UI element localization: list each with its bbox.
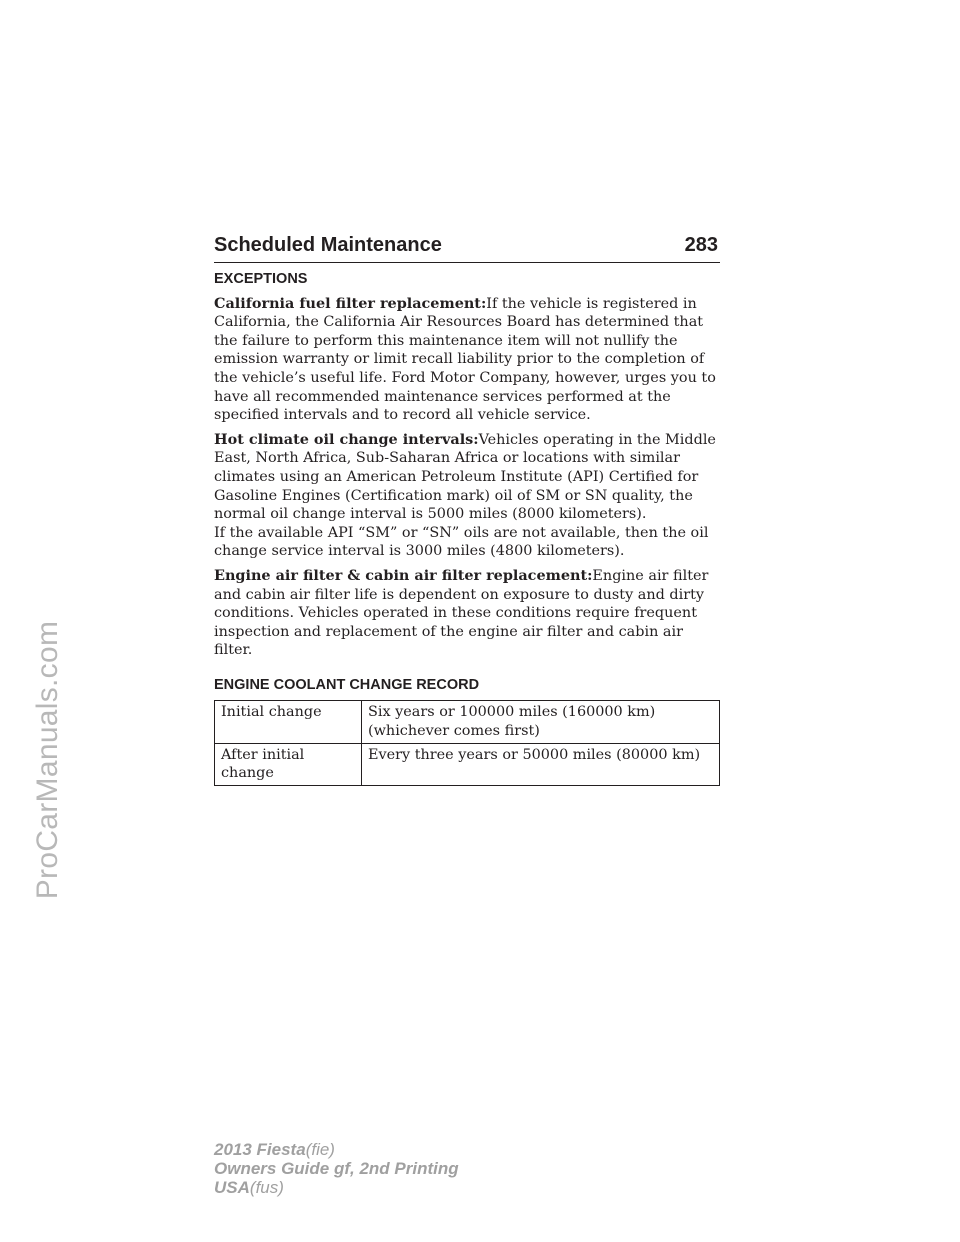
- paragraph-lead: Engine air filter & cabin air filter replacement:: [214, 566, 593, 584]
- table-cell-value: Six years or 100000 miles (160000 km) (whichever comes first): [362, 701, 720, 743]
- paragraph-body: If the vehicle is registered in California, the California Air Resources Board has determined that the failure to perform this maintenance item will not nullify the emission warranty or limit recall liability prior to the completion of the vehicle’s useful life. Ford Motor Company, however, urges you to have all recommended maintenance services performed at the specified intervals and to record all vehicle service.: [214, 295, 716, 424]
- paragraph-lead: California fuel filter replacement:: [214, 294, 487, 312]
- footer-line-printing: Owners Guide gf, 2nd Printing: [214, 1159, 459, 1178]
- exceptions-heading: EXCEPTIONS: [214, 271, 308, 287]
- hot-climate-oil-extra: If the available API “SM” or “SN” oils are not available, then the oil change service interval is 3000 miles (4800 kilometers).: [214, 524, 709, 560]
- table-cell-label: After initial change: [215, 743, 362, 785]
- coolant-change-table: [214, 700, 720, 785]
- table-row: [215, 701, 720, 743]
- hot-climate-oil-paragraph: [214, 431, 720, 524]
- table-row: [215, 743, 720, 785]
- table-cell-value: Every three years or 50000 miles (80000 km): [362, 743, 720, 785]
- footer-line-market: USA(fus): [214, 1178, 284, 1197]
- table-cell-label: Initial change: [215, 701, 362, 743]
- paragraph-body: Vehicles operating in the Middle East, North Africa, Sub-Saharan Africa or locations with similar climates using an American Petroleum Institute (API) Certified for Gasoline Engines (Certification mark) oil of SM or SN quality, the normal oil change interval is 5000 miles (8000 kilometers).: [214, 431, 716, 523]
- air-filter-paragraph: [214, 567, 720, 660]
- page-content: [214, 270, 720, 786]
- page-header: [214, 226, 720, 263]
- footer-line-model: 2013 Fiesta(fie): [214, 1140, 335, 1159]
- page-number: 283: [684, 234, 718, 256]
- procarmanuals-watermark: ProCarManuals.com: [31, 620, 64, 900]
- print-footer: [214, 1140, 459, 1197]
- paragraph-body: Engine air filter and cabin air filter life is dependent on exposure to dusty and dirty conditions. Vehicles operated in these conditions require frequent inspection and replacement of the engine air filter and cabin air filter.: [214, 567, 709, 659]
- section-title: Scheduled Maintenance: [214, 234, 442, 256]
- paragraph-lead: Hot climate oil change intervals:: [214, 430, 479, 448]
- coolant-heading: ENGINE COOLANT CHANGE RECORD: [214, 676, 480, 693]
- california-fuel-filter-paragraph: [214, 295, 720, 425]
